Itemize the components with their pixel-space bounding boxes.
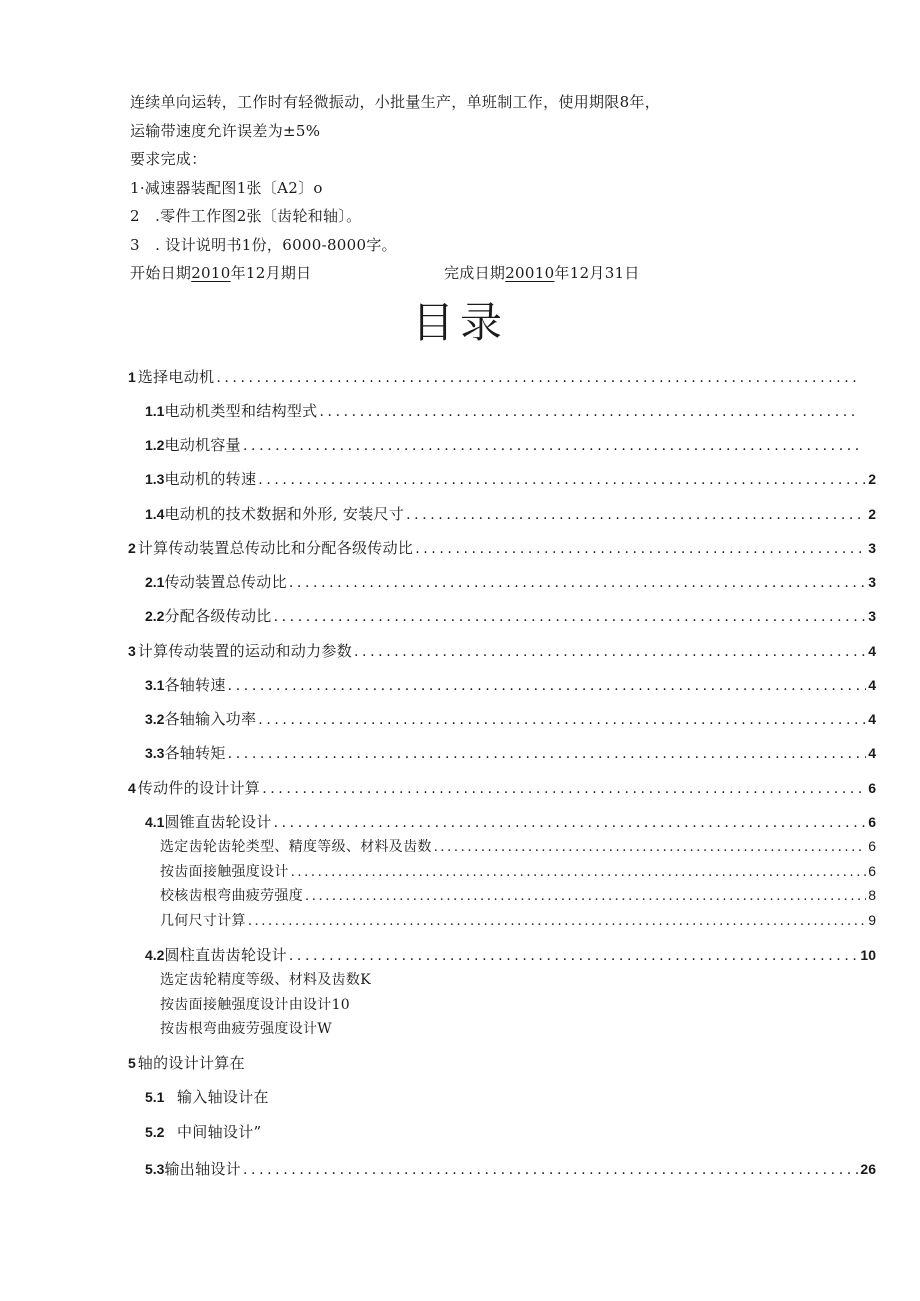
toc-entry[interactable] [145, 944, 876, 965]
toc-entry[interactable] [145, 742, 876, 763]
toc-leader [258, 712, 866, 728]
toc-entry-page: 6 [868, 863, 876, 879]
toc-entry[interactable] [145, 1086, 269, 1107]
toc-entry[interactable] [145, 571, 876, 592]
end-date-rest: 年12月31日 [554, 264, 640, 282]
start-date-label: 开始日期 [130, 264, 192, 282]
toc-leader [289, 948, 859, 964]
toc-entry-page: 4 [868, 745, 876, 761]
toc-entry-number: 3.3 [145, 745, 165, 761]
toc-entry[interactable] [160, 910, 876, 930]
toc-entry-title: 传动件的设计计算 [137, 779, 261, 797]
toc-entry[interactable] [145, 400, 862, 421]
toc-entry[interactable] [160, 969, 371, 989]
toc-entry-title: 电动机的转速 [164, 470, 257, 488]
toc-entry[interactable] [128, 777, 876, 798]
toc-entry-title: 圆柱直齿齿轮设计 [164, 946, 287, 964]
toc-entry-title: 计算传动装置总传动比和分配各级传动比 [137, 539, 414, 557]
toc-entry-number: 2.1 [145, 574, 165, 590]
toc-entry-number: 4.1 [145, 814, 165, 830]
toc-entry-page: 4 [868, 711, 876, 727]
toc-leader [274, 609, 867, 625]
toc-entry-title: 输入轴设计在 [177, 1088, 269, 1106]
toc-entry[interactable] [145, 1158, 876, 1179]
toc-leader [415, 541, 866, 557]
toc-entry-page: 6 [868, 814, 876, 830]
toc-entry-number: 4 [128, 780, 136, 796]
toc-entry-number: 1.3 [145, 471, 165, 487]
deliverable-item: 2 .零件工作图2张〔齿轮和轴〕。 [130, 207, 362, 225]
toc-leader [274, 815, 867, 831]
deliverables-heading: 要求完成： [130, 150, 207, 168]
toc-leader [291, 865, 867, 880]
toc-entry[interactable] [128, 537, 876, 558]
requirement-line: 运输带速度允许误差为±5% [130, 121, 321, 140]
toc-entry-number: 5.2 [145, 1124, 165, 1140]
toc-leader [216, 370, 860, 386]
toc-entry-number: 1 [128, 369, 136, 385]
toc-entry-title: 选定齿轮齿轮类型、精度等级、材料及齿数 [160, 839, 432, 855]
requirement-line: 连续单向运转，工作时有轻微振动，小批量生产，单班制工作，使用期限8年， [130, 93, 661, 111]
start-year: 2010 [191, 264, 231, 282]
toc-leader [228, 678, 867, 694]
toc-entry-title: 计算传动装置的运动和动力参数 [137, 642, 352, 660]
toc-entry[interactable] [145, 434, 862, 455]
toc-entry[interactable] [145, 503, 876, 524]
toc-entry-page: 8 [868, 887, 876, 903]
toc-entry-number: 3.1 [145, 677, 165, 693]
toc-entry[interactable] [145, 708, 876, 729]
toc-leader [228, 746, 867, 762]
toc-leader [354, 644, 866, 660]
toc-entry-number: 5.3 [145, 1161, 165, 1177]
toc-leader [258, 472, 866, 488]
toc-entry[interactable] [145, 605, 876, 626]
toc-entry[interactable] [160, 885, 876, 905]
toc-entry-title: 轴的设计计算在 [137, 1054, 245, 1072]
toc-entry-title: 中间轴设计” [177, 1123, 262, 1141]
toc-entry[interactable] [128, 1052, 245, 1073]
toc-entry[interactable] [160, 836, 876, 856]
toc-leader [262, 781, 866, 797]
toc-entry-title: 各轴转速 [164, 676, 226, 694]
toc-entry-number: 1.4 [145, 506, 165, 522]
toc-leader [248, 914, 866, 929]
toc-entry-page: 9 [868, 912, 876, 928]
toc-title: 目录 [411, 298, 508, 347]
toc-entry-page: 2 [868, 471, 876, 487]
toc-entry-page: 10 [860, 947, 876, 963]
toc-entry-page: 3 [868, 540, 876, 556]
deliverable-item: 1·减速器装配图1张〔A2〕o [130, 178, 323, 197]
deliverable-item: 3 . 设计说明书1份，6000-8000字。 [130, 235, 397, 254]
toc-entry[interactable] [160, 1018, 332, 1038]
toc-entry-number: 5 [128, 1055, 136, 1071]
toc-entry-page: 6 [868, 780, 876, 796]
toc-entry[interactable] [145, 468, 876, 489]
toc-entry[interactable] [128, 640, 876, 661]
toc-entry-number: 1.1 [145, 403, 165, 419]
toc-leader [434, 840, 867, 855]
toc-leader [305, 889, 866, 904]
toc-entry[interactable] [160, 994, 350, 1014]
toc-entry-number: 4.2 [145, 947, 165, 963]
toc-entry-title: 几何尺寸计算 [160, 913, 246, 929]
start-date-rest: 年12月期日 [230, 264, 312, 282]
toc-entry-number: 2.2 [145, 608, 165, 624]
toc-entry-title: 选择电动机 [137, 368, 215, 386]
toc-entry[interactable] [160, 861, 876, 881]
toc-leader [319, 404, 860, 420]
toc-entry-number: 2 [128, 540, 136, 556]
toc-entry-page: 26 [860, 1161, 876, 1177]
toc-entry-title: 按齿根弯曲疲劳强度设计W [160, 1021, 332, 1037]
toc-entry-number: 3.2 [145, 711, 165, 727]
toc-entry-page: 6 [868, 838, 876, 854]
toc-leader [243, 1162, 858, 1178]
toc-entry[interactable] [145, 1121, 261, 1142]
toc-entry-title: 电动机容量 [164, 436, 241, 454]
toc-entry-number: 3 [128, 643, 136, 659]
toc-entry-title: 电动机的技术数据和外形, 安装尺寸 [164, 505, 405, 523]
end-year: 20010 [505, 264, 555, 282]
toc-entry[interactable] [145, 674, 876, 695]
toc-entry-title: 分配各级传动比 [164, 607, 272, 625]
toc-leader [289, 575, 866, 591]
toc-entry[interactable] [145, 811, 876, 832]
toc-entry-number: 1.2 [145, 437, 165, 453]
toc-entry-title: 按齿面接触强度设计 [160, 864, 289, 880]
toc-entry-page: 4 [868, 643, 876, 659]
toc-entry-title: 各轴输入功率 [164, 710, 257, 728]
end-date-label: 完成日期 [444, 264, 506, 282]
toc-leader [243, 438, 860, 454]
toc-leader [406, 507, 866, 523]
toc-entry-title: 校核齿根弯曲疲劳强度 [160, 888, 303, 904]
toc-entry-title: 输出轴设计 [164, 1160, 241, 1178]
toc-entry-title: 按齿面接触强度设计由设计10 [160, 997, 351, 1013]
toc-entry-title: 电动机类型和结构型式 [164, 402, 318, 420]
toc-entry-page: 3 [868, 574, 876, 590]
toc-entry-page: 2 [868, 506, 876, 522]
toc-entry-title: 圆锥直齿轮设计 [164, 813, 272, 831]
toc-entry-title: 各轴转矩 [164, 744, 226, 762]
toc-entry-page: 4 [868, 677, 876, 693]
toc-entry-number: 5.1 [145, 1089, 165, 1105]
toc-entry-title: 选定齿轮精度等级、材料及齿数K [160, 972, 371, 988]
toc-entry-title: 传动装置总传动比 [164, 573, 287, 591]
toc-entry-page: 3 [868, 608, 876, 624]
toc-entry[interactable] [128, 366, 862, 387]
